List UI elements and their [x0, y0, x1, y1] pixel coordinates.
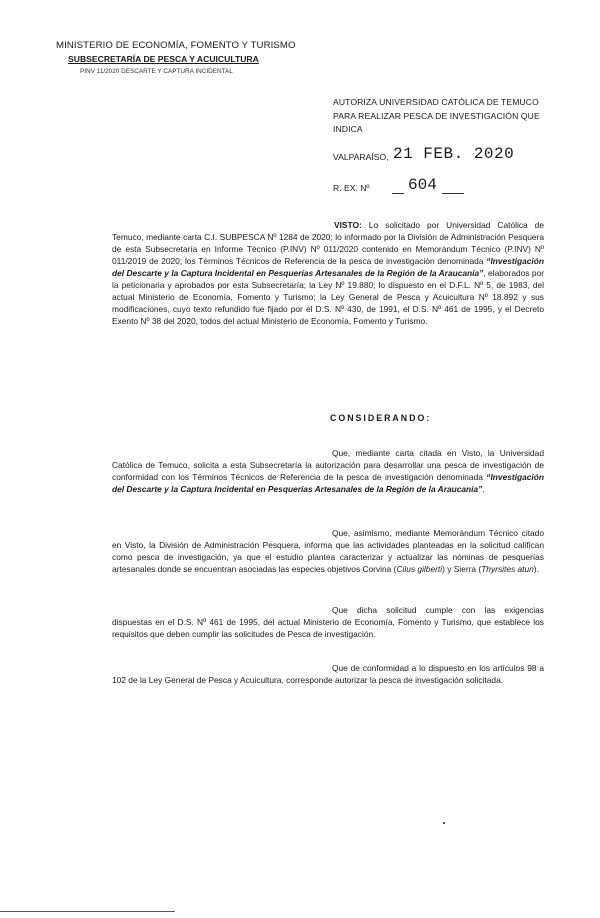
species-sierra: Thyrsites atun [481, 564, 534, 574]
considerando-4 [112, 662, 544, 686]
considerando-3 [112, 604, 544, 640]
visto-section [112, 219, 544, 327]
considerando-1-text: Que, mediante carta citada en Visto, la Universidad Católica de Temuco, solicita a esta Subsecretaría la autorización para desarrollar una pesca de investigación de conformidad con los Términos Técnicos de Referencia de la pesca de investigación denominada [112, 448, 544, 482]
visto-project-name: “Investigación del Descarte y la Captura Incidental en Pesquerías Artesanales de la Región de la Araucanía” [112, 256, 544, 278]
considerando-heading: CONSIDERANDO: [330, 413, 432, 423]
considerando-1 [112, 447, 544, 495]
resolution-underline [392, 193, 404, 194]
considerando-1-project-name: “Investigación del Descarte y la Captura Incidental en Pesquerías Artesanales de la Región de la Araucanía” [112, 472, 544, 494]
considerando-2-end: ). [533, 564, 539, 574]
considerando-2 [112, 527, 544, 575]
considerando-4-text: Que de conformidad a lo dispuesto en los artículos 98 a 102 de la Ley General de Pesca y Acuicultura, corresponde autorizar la pesca de investigación solicitada. [112, 663, 544, 685]
resolution-title: AUTORIZA UNIVERSIDAD CATÓLICA DE TEMUCO PARA REALIZAR PESCA DE INVESTIGACIÓN QUE INDICA [333, 97, 540, 134]
considerando-2-text-b: ) y Sierra ( [442, 564, 482, 574]
visto-text-continued: , elaborados por la peticionaria y aprobados por esta Subsecretaría; la Ley Nº 19.880; lo dispuesto en el D.F.L. Nº 5, de 1983, del actual Ministerio de Economía, Fomento y Turismo; la Ley General de Pesca y Acuicultura Nº 18.892 y sus modificaciones, cuyo texto refundido fue fijado por el D.S. Nº 430, de 1991, el D.S. Nº 461 de 1995, y el Decreto Exento Nº 38 del 2020, todos del actual Ministerio de Economía, Fomento y Turismo. [112, 268, 544, 326]
resolution-underline-end [442, 193, 464, 194]
subsecretaria-header: SUBSECRETARÍA DE PESCA Y ACUICULTURA [68, 54, 259, 64]
visto-label: VISTO: [334, 220, 362, 230]
visto-text: Lo solicitado por Universidad Católica de Temuco, mediante carta C.I. SUBPESCA Nº 1284 de 2020; lo informado por la División de Administración Pesquera de esta Subsecretaría en Informe Técnico (P.INV) Nº 011/2020 contenido en Memorándum Técnico (P.INV) Nº 011/2019 de 2020; los Términos Técnicos de Referencia de la pesca de investigación denominada [112, 220, 544, 266]
species-corvina: Cilus gilberti [396, 564, 443, 574]
considerando-2-text: Que, asimismo, mediante Memorándum Técnico citado en Visto, la División de Administración Pesquera, informa que las actividades planteadas en la solicitud califican como pesca de investigación, ya que el estudio plantea caracterizar y actualizar las nóminas de pesquerías artesanales donde se encuentran asociadas las especies objetivos Corvina ( [112, 528, 544, 574]
resolution-date: 21 FEB. 2020 [393, 145, 515, 163]
resolution-label: R. EX. Nº [333, 183, 370, 193]
ministry-header: MINISTERIO DE ECONOMÍA, FOMENTO Y TURISMO [56, 40, 296, 51]
footnote-rule [0, 911, 175, 912]
resolution-number: 604 [408, 176, 437, 194]
place-label: VALPARAÍSO, [333, 152, 389, 162]
considerando-1-end: . [482, 484, 485, 494]
scan-speck [443, 822, 445, 824]
document-reference: PINV 11/2020 DESCARTE Y CAPTURA INCIDENTAL [80, 68, 233, 75]
considerando-3-text: Que dicha solicitud cumple con las exigencias dispuestas en el D.S. Nº 461 de 1995, del actual Ministerio de Economía, Fomento y Turismo, que establece los requisitos que deben cumplir las solicitudes de Pesca de investigación. [112, 605, 544, 639]
